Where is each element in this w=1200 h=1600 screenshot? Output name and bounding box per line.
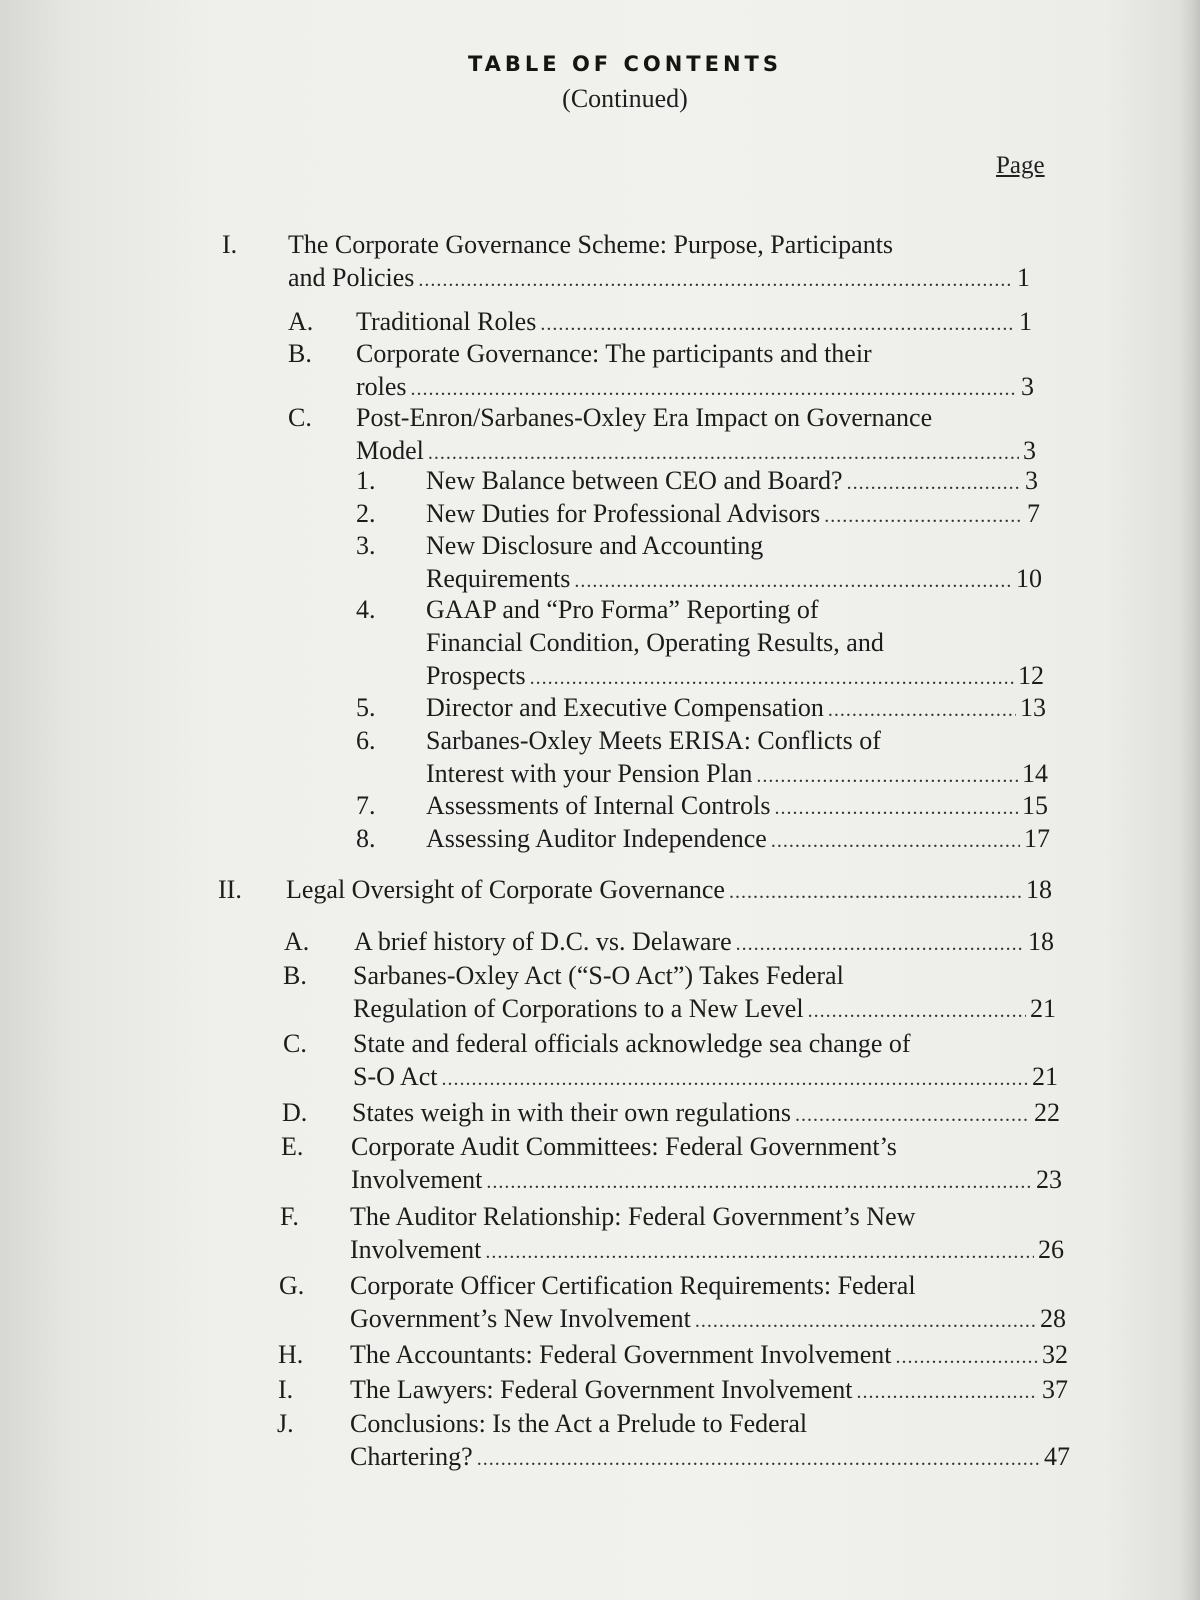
entry-line: Government’s New Involvement xyxy=(350,1304,691,1333)
page-number: 3 xyxy=(1021,372,1034,401)
subitem-number: 6. xyxy=(356,726,376,755)
item-letter: E. xyxy=(281,1132,304,1161)
entry-line: The Corporate Governance Scheme: Purpose, Participants xyxy=(288,230,894,259)
entry-line: Interest with your Pension Plan xyxy=(426,759,753,788)
entry-line: A brief history of D.C. vs. Delaware xyxy=(354,927,732,956)
subitem-number: 7. xyxy=(356,791,376,820)
entry-line: Traditional Roles xyxy=(356,307,537,336)
dot-leader xyxy=(795,1099,1030,1132)
item-letter: A. xyxy=(288,307,314,336)
dot-leader xyxy=(857,1376,1039,1409)
page-number: 17 xyxy=(1024,824,1050,853)
page-number: 3 xyxy=(1023,436,1036,465)
subitem-number: 1. xyxy=(356,466,376,495)
entry-line: States weigh in with their own regulations xyxy=(352,1098,792,1127)
entry-line: Involvement xyxy=(350,1235,482,1264)
dot-leader xyxy=(896,1341,1038,1374)
subitem-number: 8. xyxy=(356,824,376,853)
page-column-label: Page xyxy=(996,152,1045,179)
page-number: 10 xyxy=(1016,564,1042,593)
entry-line: The Accountants: Federal Government Involvement xyxy=(350,1340,892,1369)
entry-line: Conclusions: Is the Act a Prelude to Federal xyxy=(350,1409,808,1438)
page-number: 23 xyxy=(1036,1165,1062,1194)
dot-leader xyxy=(808,995,1026,1028)
item-letter: C. xyxy=(283,1029,307,1058)
item-letter: I. xyxy=(278,1375,294,1404)
item-letter: A. xyxy=(284,927,310,956)
dot-leader xyxy=(418,264,1013,297)
dot-leader xyxy=(736,928,1024,961)
page-number: 13 xyxy=(1020,693,1046,722)
dot-leader xyxy=(477,1443,1040,1476)
entry-line: roles xyxy=(356,372,407,401)
dot-leader xyxy=(729,876,1022,909)
entry-line: State and federal officials acknowledge sea change of xyxy=(353,1029,911,1058)
entry-line: Chartering? xyxy=(350,1442,473,1471)
subitem-number: 5. xyxy=(356,693,376,722)
entry-line: Involvement xyxy=(351,1165,483,1194)
entry-line: Requirements xyxy=(426,564,571,593)
subitem-number: 4. xyxy=(356,595,376,624)
page-number: 3 xyxy=(1025,466,1038,495)
entry-line: Regulation of Corporations to a New Level xyxy=(353,994,804,1023)
dot-leader xyxy=(771,825,1020,858)
page-number: 15 xyxy=(1022,791,1048,820)
toc-heading: TABLE OF CONTENTS xyxy=(467,52,783,76)
entry-line: The Auditor Relationship: Federal Government’s New xyxy=(350,1202,916,1231)
entry-line: New Balance between CEO and Board? xyxy=(426,466,843,495)
dot-leader xyxy=(695,1305,1036,1338)
dot-leader xyxy=(828,694,1016,727)
entry-line: Corporate Governance: The participants and their xyxy=(356,339,872,368)
page-number: 18 xyxy=(1028,927,1054,956)
item-letter: H. xyxy=(278,1340,304,1369)
page-number: 21 xyxy=(1030,994,1056,1023)
dot-leader xyxy=(847,467,1021,500)
entry-line: New Duties for Professional Advisors xyxy=(426,499,821,528)
entry-line: Corporate Officer Certification Requirements: Federal xyxy=(350,1271,916,1300)
item-letter: G. xyxy=(279,1271,305,1300)
entry-line: Model xyxy=(356,436,424,465)
page-number: 14 xyxy=(1022,759,1048,788)
page-number: 47 xyxy=(1044,1442,1070,1471)
page-number: 1 xyxy=(1017,263,1030,292)
page-number: 12 xyxy=(1018,661,1044,690)
page-number: 7 xyxy=(1027,499,1040,528)
item-letter: B. xyxy=(288,339,312,368)
page-number: 22 xyxy=(1034,1098,1060,1127)
dot-leader xyxy=(442,1063,1029,1096)
entry-line: Assessing Auditor Independence xyxy=(426,824,767,853)
entry-line: Corporate Audit Committees: Federal Government’s xyxy=(351,1132,897,1161)
subitem-number: 2. xyxy=(356,499,376,528)
page-number: 28 xyxy=(1040,1304,1066,1333)
dot-leader xyxy=(485,1236,1034,1269)
item-letter: F. xyxy=(280,1202,299,1231)
entry-line: Director and Executive Compensation xyxy=(426,693,824,722)
page-number: 18 xyxy=(1026,875,1052,904)
entry-line: Sarbanes-Oxley Act (“S-O Act”) Takes Federal xyxy=(353,961,844,990)
toc-subheading: (Continued) xyxy=(562,84,688,113)
entry-line: Sarbanes-Oxley Meets ERISA: Conflicts of xyxy=(426,726,881,755)
entry-line: Post-Enron/Sarbanes-Oxley Era Impact on Governance xyxy=(356,403,933,432)
entry-line: GAAP and “Pro Forma” Reporting of xyxy=(426,595,819,624)
section-number: I. xyxy=(222,230,238,259)
page-number: 32 xyxy=(1042,1340,1068,1369)
entry-line: Prospects xyxy=(426,661,526,690)
entry-line: Legal Oversight of Corporate Governance xyxy=(286,875,725,904)
dot-leader xyxy=(774,792,1018,825)
item-letter: J. xyxy=(277,1409,294,1438)
entry-line: Financial Condition, Operating Results, and xyxy=(426,628,884,657)
item-letter: D. xyxy=(282,1098,308,1127)
entry-line: and Policies xyxy=(288,263,415,292)
section-number: II. xyxy=(218,875,242,904)
entry-line: S-O Act xyxy=(353,1062,438,1091)
item-letter: C. xyxy=(288,403,312,432)
entry-line: Assessments of Internal Controls xyxy=(426,791,771,820)
page-number: 21 xyxy=(1032,1062,1058,1091)
page-number: 26 xyxy=(1038,1235,1064,1264)
entry-line: New Disclosure and Accounting xyxy=(426,531,764,560)
entry-line: The Lawyers: Federal Government Involvement xyxy=(350,1375,853,1404)
page-number: 37 xyxy=(1042,1375,1068,1404)
dot-leader xyxy=(486,1166,1032,1199)
subitem-number: 3. xyxy=(356,531,376,560)
page-number: 1 xyxy=(1019,307,1032,336)
item-letter: B. xyxy=(283,961,307,990)
